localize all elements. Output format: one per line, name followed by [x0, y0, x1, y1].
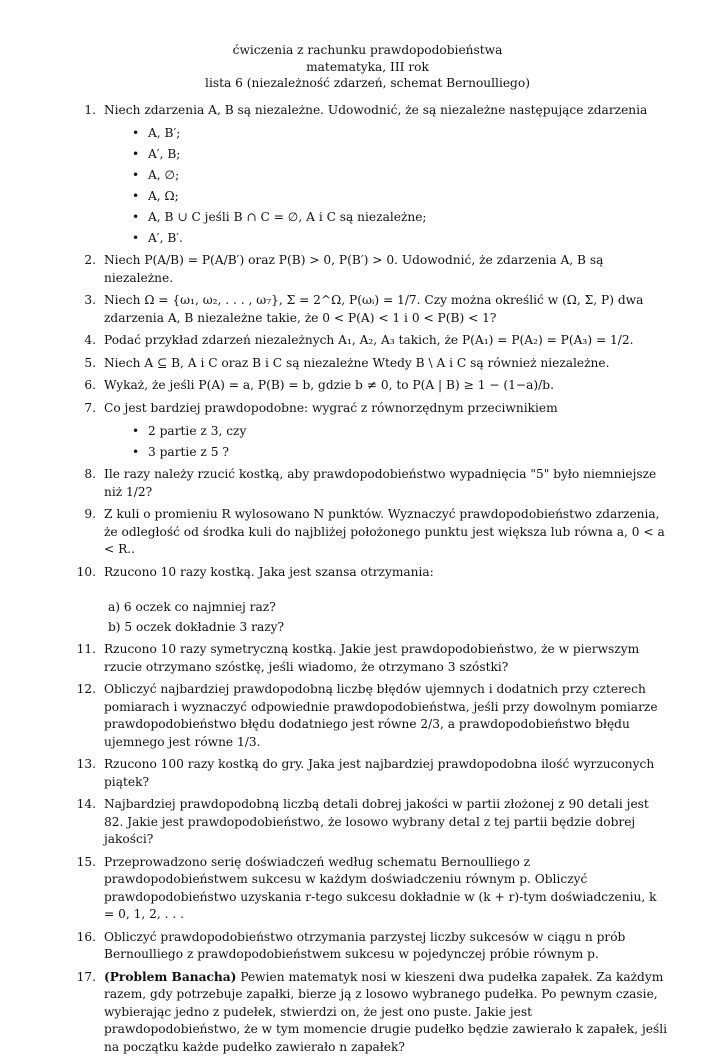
- document-header: [66, 42, 669, 92]
- bullet-list: [132, 423, 669, 461]
- problem-text: Wykaż, że jeśli P(A) = a, P(B) = b, gdzie b ≠ 0, to P(A | B) ≥ 1 − (1−a)/b.: [104, 378, 554, 392]
- problem-text: Ile razy należy rzucić kostką, aby prawdopodobieństwo wypadnięcia "5" było niemniejsze niż 1/2?: [104, 467, 656, 499]
- list-item: • A, B′;: [132, 125, 669, 142]
- list-item: • A′, B′.: [132, 230, 669, 247]
- problem-text: Rzucono 10 razy kostką. Jaka jest szansa otrzymania:: [104, 565, 434, 579]
- problem-11: 11. Rzucono 10 razy symetryczną kostką. Jakie jest prawdopodobieństwo, że w pierwszym rzucie otrzymano szóstkę, jeśli wiadomo, że otrzymano 3 szóstki?: [66, 641, 669, 676]
- problem-17: 17. (Problem Banacha) Pewien matematyk nosi w kieszeni dwa pudełka zapałek. Za każdym razem, gdy potrzebuje zapałki, bierze ją z losowo wybranego pudełka. Po pewnym czasie, wybierając jedno z pudełek, stwierdzi on, że jest ono puste. Jakie jest prawdopodobieństwo, że w tym momencie drugie pudełko będzie zawierało k zapałek, jeśli na początku każde pudełko zawierało n zapałek?: [66, 969, 669, 1056]
- header-list-title: lista 6 (niezależność zdarzeń, schemat Bernoulliego): [66, 75, 669, 92]
- problem-text: Obliczyć prawdopodobieństwo otrzymania parzystej liczby sukcesów w ciągu n prób Bernoulliego z prawdopodobieństwem sukcesu w pojedynczej próbie równym p.: [104, 930, 625, 962]
- problem-13: 13. Rzucono 100 razy kostką do gry. Jaka jest najbardziej prawdopodobna ilość wyrzuconych piątek?: [66, 756, 669, 791]
- bullet-list: [132, 125, 669, 247]
- list-item: b) 5 oczek dokładnie 3 razy?: [108, 619, 669, 636]
- problem-text: Obliczyć najbardziej prawdopodobną liczbę błędów ujemnych i dodatnich przy czterech pomiarach i wyznaczyć odpowiednie prawdopodobieństwa, jeśli przy dowolnym pomiarze prawdopodobieństwo błędu dodatniego jest równe 2/3, a prawdopodobieństwo błędu ujemnego jest równe 1/3.: [104, 682, 658, 749]
- problem-8: 8. Ile razy należy rzucić kostką, aby prawdopodobieństwo wypadnięcia "5" było niemniejsze niż 1/2?: [66, 466, 669, 501]
- problem-5: 5. Niech A ⊆ B, A i C oraz B i C są niezależne Wtedy B \ A i C są również niezależne.: [66, 355, 669, 373]
- problem-9: 9. Z kuli o promieniu R wylosowano N punktów. Wyznaczyć prawdopodobieństwo zdarzenia, że odległość od środka kuli do najbliżej położonego punktu jest większa lub równa a, 0 < a < R..: [66, 506, 669, 559]
- problem-text: Niech zdarzenia A, B są niezależne. Udowodnić, że są niezależne następujące zdarzenia: [104, 103, 647, 117]
- header-course: ćwiczenia z rachunku prawdopodobieństwa: [66, 42, 669, 59]
- problem-text: Z kuli o promieniu R wylosowano N punktów. Wyznaczyć prawdopodobieństwo zdarzenia, że odległość od środka kuli do najbliżej położonego punktu jest większa lub równa a, 0 < a < R..: [104, 507, 665, 556]
- problem-12: 12. Obliczyć najbardziej prawdopodobną liczbę błędów ujemnych i dodatnich przy czterech pomiarach i wyznaczyć odpowiednie prawdopodobieństwa, jeśli przy dowolnym pomiarze prawdopodobieństwo błędu dodatniego jest równe 2/3, a prawdopodobieństwo błędu ujemnego jest równe 1/3.: [66, 681, 669, 751]
- problem-text: Co jest bardziej prawdopodobne: wygrać z równorzędnym przeciwnikiem: [104, 401, 558, 415]
- list-item: • 2 partie z 3, czy: [132, 423, 669, 440]
- problem-14: 14. Najbardziej prawdopodobną liczbą detali dobrej jakości w partii złożonej z 90 detali jest 82. Jakie jest prawdopodobieństwo, że losowo wybrany detal z tej partii będzie dobrej jakości?: [66, 796, 669, 849]
- list-item: a) 6 oczek co najmniej raz?: [108, 599, 669, 616]
- problem-16: 16. Obliczyć prawdopodobieństwo otrzymania parzystej liczby sukcesów w ciągu n prób Bernoulliego z prawdopodobieństwem sukcesu w pojedynczej próbie równym p.: [66, 929, 669, 964]
- problem-text: Przeprowadzono serię doświadczeń według schematu Bernoulliego z prawdopodobieństwem sukcesu w każdym doświadczeniu równym p. Obliczyć prawdopodobieństwo uzyskania r-tego sukcesu dokładnie w (k + r)-tym doświadczeniu, k = 0, 1, 2, . . .: [104, 855, 657, 922]
- problem-text: Niech Ω = {ω₁, ω₂, . . . , ω₇}, Σ = 2^Ω, P(ωᵢ) = 1/7. Czy można określić w (Ω, Σ, P) dwa zdarzenia A, B niezależne takie, że 0 < P(A) < 1 i 0 < P(B) < 1?: [104, 293, 643, 325]
- problem-text: Pewien matematyk nosi w kieszeni dwa pudełka zapałek. Za każdym razem, gdy potrzebuje zapałki, bierze ją z losowo wybranego pudełka. Po pewnym czasie, wybierając jedno z pudełek, stwierdzi on, że jest ono puste. Jakie jest prawdopodobieństwo, że w tym momencie drugie pudełko będzie zawierało k zapałek, jeśli na początku każde pudełko zawierało n zapałek?: [104, 970, 667, 1054]
- list-item: • A, Ω;: [132, 188, 669, 205]
- problem-text: Rzucono 100 razy kostką do gry. Jaka jest najbardziej prawdopodobna ilość wyrzuconych piątek?: [104, 757, 654, 789]
- list-item: • A, ∅;: [132, 167, 669, 184]
- list-item: • 3 partie z 5 ?: [132, 444, 669, 461]
- problem-text: Najbardziej prawdopodobną liczbą detali dobrej jakości w partii złożonej z 90 detali jest 82. Jakie jest prawdopodobieństwo, że losowo wybrany detal z tej partii będzie dobrej jakości?: [104, 797, 649, 846]
- problem-title: (Problem Banacha): [104, 970, 236, 984]
- problem-1: 1. Niech zdarzenia A, B są niezależne. Udowodnić, że są niezależne następujące zdarzenia • A, B′; • A′, B; • A, ∅; • A, Ω; • A, B ∪ C jeśli B ∩ C = ∅, A i C są niezależne; • A′, B′.: [66, 102, 669, 248]
- list-item: • A′, B;: [132, 146, 669, 163]
- problem-10: 10. Rzucono 10 razy kostką. Jaka jest szansa otrzymania: a) 6 oczek co najmniej raz? b) 5 oczek dokładnie 3 razy?: [66, 564, 669, 637]
- problem-text: Niech P(A/B) = P(A/B′) oraz P(B) > 0, P(B′) > 0. Udowodnić, że zdarzenia A, B są niezależne.: [104, 253, 603, 285]
- list-item: • A, B ∪ C jeśli B ∩ C = ∅, A i C są niezależne;: [132, 209, 669, 226]
- problem-text: Niech A ⊆ B, A i C oraz B i C są niezależne Wtedy B \ A i C są również niezależne.: [104, 356, 609, 370]
- problem-4: 4. Podać przykład zdarzeń niezależnych A₁, A₂, A₃ takich, że P(A₁) = P(A₂) = P(A₃) = 1/2.: [66, 332, 669, 350]
- problem-text: Podać przykład zdarzeń niezależnych A₁, A₂, A₃ takich, że P(A₁) = P(A₂) = P(A₃) = 1/2.: [104, 333, 634, 347]
- problem-3: 3. Niech Ω = {ω₁, ω₂, . . . , ω₇}, Σ = 2^Ω, P(ωᵢ) = 1/7. Czy można określić w (Ω, Σ, P) dwa zdarzenia A, B niezależne takie, że 0 < P(A) < 1 i 0 < P(B) < 1?: [66, 292, 669, 327]
- problem-15: 15. Przeprowadzono serię doświadczeń według schematu Bernoulliego z prawdopodobieństwem sukcesu w każdym doświadczeniu równym p. Obliczyć prawdopodobieństwo uzyskania r-tego sukcesu dokładnie w (k + r)-tym doświadczeniu, k = 0, 1, 2, . . .: [66, 854, 669, 924]
- problem-text: Rzucono 10 razy symetryczną kostką. Jakie jest prawdopodobieństwo, że w pierwszym rzucie otrzymano szóstkę, jeśli wiadomo, że otrzymano 3 szóstki?: [104, 642, 639, 674]
- problem-7: 7. Co jest bardziej prawdopodobne: wygrać z równorzędnym przeciwnikiem • 2 partie z 3, czy • 3 partie z 5 ?: [66, 400, 669, 462]
- sub-item-list: [108, 599, 669, 636]
- header-program: matematyka, III rok: [66, 59, 669, 76]
- problem-2: 2. Niech P(A/B) = P(A/B′) oraz P(B) > 0, P(B′) > 0. Udowodnić, że zdarzenia A, B są niezależne.: [66, 252, 669, 287]
- problem-6: 6. Wykaż, że jeśli P(A) = a, P(B) = b, gdzie b ≠ 0, to P(A | B) ≥ 1 − (1−a)/b.: [66, 377, 669, 395]
